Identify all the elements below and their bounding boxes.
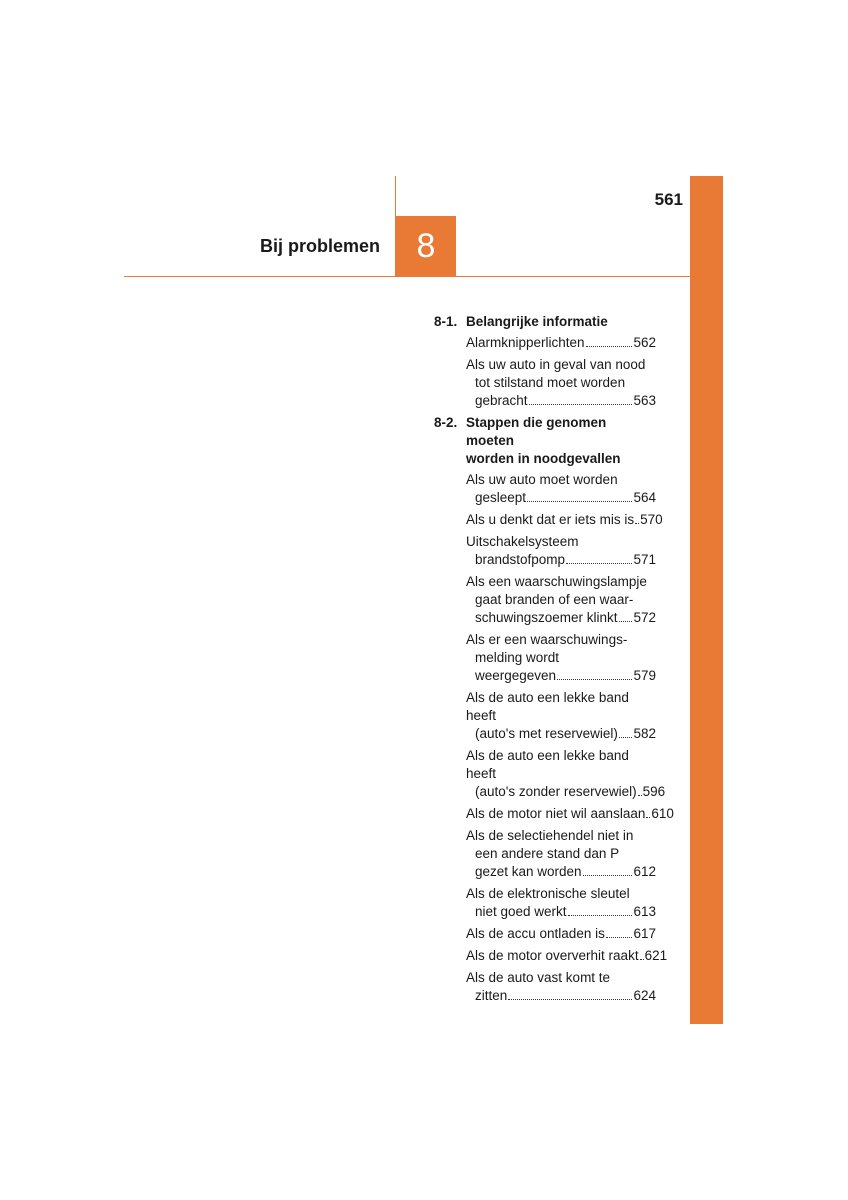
toc-entry-line: Als de selectiehendel niet in bbox=[466, 828, 634, 843]
toc-entry[interactable] bbox=[466, 805, 674, 823]
toc-entry-text: gezet kan worden bbox=[475, 864, 582, 879]
toc-entry-text: brandstofpomp bbox=[475, 552, 566, 567]
toc-entry-text: schuwingszoemer klinkt bbox=[475, 610, 618, 625]
toc-dot-leader bbox=[635, 523, 639, 524]
toc-entry-page: 610 bbox=[651, 806, 674, 821]
toc-entry-line: Als de auto een lekke band heeft bbox=[466, 690, 629, 723]
toc-entry-text: Alarmknipperlichten bbox=[466, 335, 585, 350]
table-of-contents bbox=[434, 313, 674, 1009]
toc-section-heading[interactable] bbox=[434, 414, 656, 468]
toc-entry-line: Als uw auto moet worden bbox=[466, 472, 618, 487]
toc-entry[interactable] bbox=[466, 885, 656, 921]
toc-entry-line: Als uw auto in geval van nood bbox=[466, 357, 646, 372]
toc-entry[interactable] bbox=[466, 334, 656, 352]
toc-entry-line: Als de auto vast komt te bbox=[466, 970, 611, 985]
toc-entry-text: (auto's met reservewiel) bbox=[475, 726, 618, 741]
toc-entry[interactable] bbox=[466, 827, 656, 881]
toc-dot-leader bbox=[646, 817, 650, 818]
toc-entry-text: Als de motor niet wil aanslaan bbox=[466, 806, 646, 821]
toc-dot-leader bbox=[566, 563, 632, 564]
chapter-title: Bij problemen bbox=[259, 236, 380, 256]
toc-dot-leader bbox=[619, 621, 633, 622]
toc-entry[interactable] bbox=[466, 356, 656, 410]
toc-entry-page: 621 bbox=[644, 948, 668, 963]
toc-entry-line: Als de elektronische sleutel bbox=[466, 886, 630, 901]
chapter-side-tab bbox=[690, 176, 723, 1024]
toc-entry-page: 564 bbox=[633, 490, 656, 505]
toc-entry-text: Als de motor oververhit raakt bbox=[466, 948, 639, 963]
toc-entry-page: 563 bbox=[633, 393, 656, 408]
toc-entry-page: 617 bbox=[633, 926, 656, 941]
toc-section bbox=[434, 414, 674, 1005]
toc-section-title-line: Belangrijke informatie bbox=[466, 314, 608, 329]
chapter-number-box bbox=[396, 216, 456, 276]
toc-entry-line: Als de auto een lekke band heeft bbox=[466, 748, 629, 781]
toc-entry-line: melding wordt bbox=[475, 650, 560, 665]
toc-section-number: 8-2. bbox=[434, 415, 458, 430]
toc-dot-leader bbox=[508, 999, 632, 1000]
toc-entry-line: gaat branden of een waar- bbox=[475, 592, 634, 607]
toc-entry-text: gesleept bbox=[475, 490, 527, 505]
toc-entry-line: Als een waarschuwingslampje bbox=[466, 574, 647, 589]
toc-dot-leader bbox=[586, 346, 633, 347]
page-number: 561 bbox=[654, 190, 683, 209]
toc-section-title bbox=[466, 414, 656, 468]
toc-entry-text: gebracht bbox=[475, 393, 528, 408]
toc-entry[interactable] bbox=[466, 631, 656, 685]
toc-entry-line: Als er een waarschuwings- bbox=[466, 632, 628, 647]
toc-entry[interactable] bbox=[466, 689, 656, 743]
toc-entry-text: Als u denkt dat er iets mis is bbox=[466, 512, 635, 527]
toc-entry-text: (auto's zonder reservewiel) bbox=[475, 784, 637, 799]
toc-entry[interactable] bbox=[466, 573, 656, 627]
toc-entry-line: een andere stand dan P bbox=[475, 846, 620, 861]
toc-dot-leader bbox=[529, 404, 633, 405]
toc-entry[interactable] bbox=[466, 947, 668, 965]
toc-section-heading[interactable] bbox=[434, 313, 656, 331]
toc-entry-text: niet goed werkt bbox=[475, 904, 567, 919]
toc-entry-text: zitten bbox=[475, 988, 508, 1003]
toc-dot-leader bbox=[640, 959, 644, 960]
toc-entry[interactable] bbox=[466, 533, 656, 569]
toc-entry-line: Uitschakelsysteem bbox=[466, 534, 579, 549]
toc-entry-page: 624 bbox=[633, 988, 656, 1003]
toc-entry-page: 572 bbox=[633, 610, 656, 625]
toc-entry[interactable] bbox=[466, 471, 656, 507]
toc-entry-text: Als de accu ontladen is bbox=[466, 926, 605, 941]
chapter-number: 8 bbox=[416, 227, 436, 265]
toc-entry-page: 562 bbox=[633, 335, 656, 350]
toc-dot-leader bbox=[638, 795, 642, 796]
toc-entry-page: 582 bbox=[633, 726, 656, 741]
toc-entry-page: 596 bbox=[642, 784, 666, 799]
toc-entry-page: 579 bbox=[633, 668, 656, 683]
toc-dot-leader bbox=[527, 501, 632, 502]
toc-dot-leader bbox=[557, 679, 632, 680]
toc-dot-leader bbox=[568, 915, 633, 916]
toc-dot-leader bbox=[583, 875, 633, 876]
toc-section-title-line: worden in noodgevallen bbox=[466, 451, 621, 466]
toc-entry[interactable] bbox=[466, 925, 656, 943]
toc-entry[interactable] bbox=[466, 969, 656, 1005]
toc-entry-page: 613 bbox=[633, 904, 656, 919]
toc-entry-page: 571 bbox=[633, 552, 656, 567]
toc-entry-text: weergegeven bbox=[475, 668, 557, 683]
toc-entry[interactable] bbox=[466, 511, 663, 529]
toc-entry-page: 570 bbox=[640, 512, 663, 527]
toc-section bbox=[434, 313, 656, 410]
toc-section-title-line: Stappen die genomen moeten bbox=[466, 415, 607, 448]
toc-section-title bbox=[466, 313, 656, 331]
toc-entry-page: 612 bbox=[633, 864, 656, 879]
toc-entry[interactable] bbox=[466, 747, 666, 801]
toc-entry-line: tot stilstand moet worden bbox=[475, 375, 626, 390]
header-horizontal-rule bbox=[124, 276, 690, 277]
toc-section-number: 8-1. bbox=[434, 314, 458, 329]
toc-dot-leader bbox=[606, 937, 633, 938]
toc-dot-leader bbox=[619, 737, 633, 738]
